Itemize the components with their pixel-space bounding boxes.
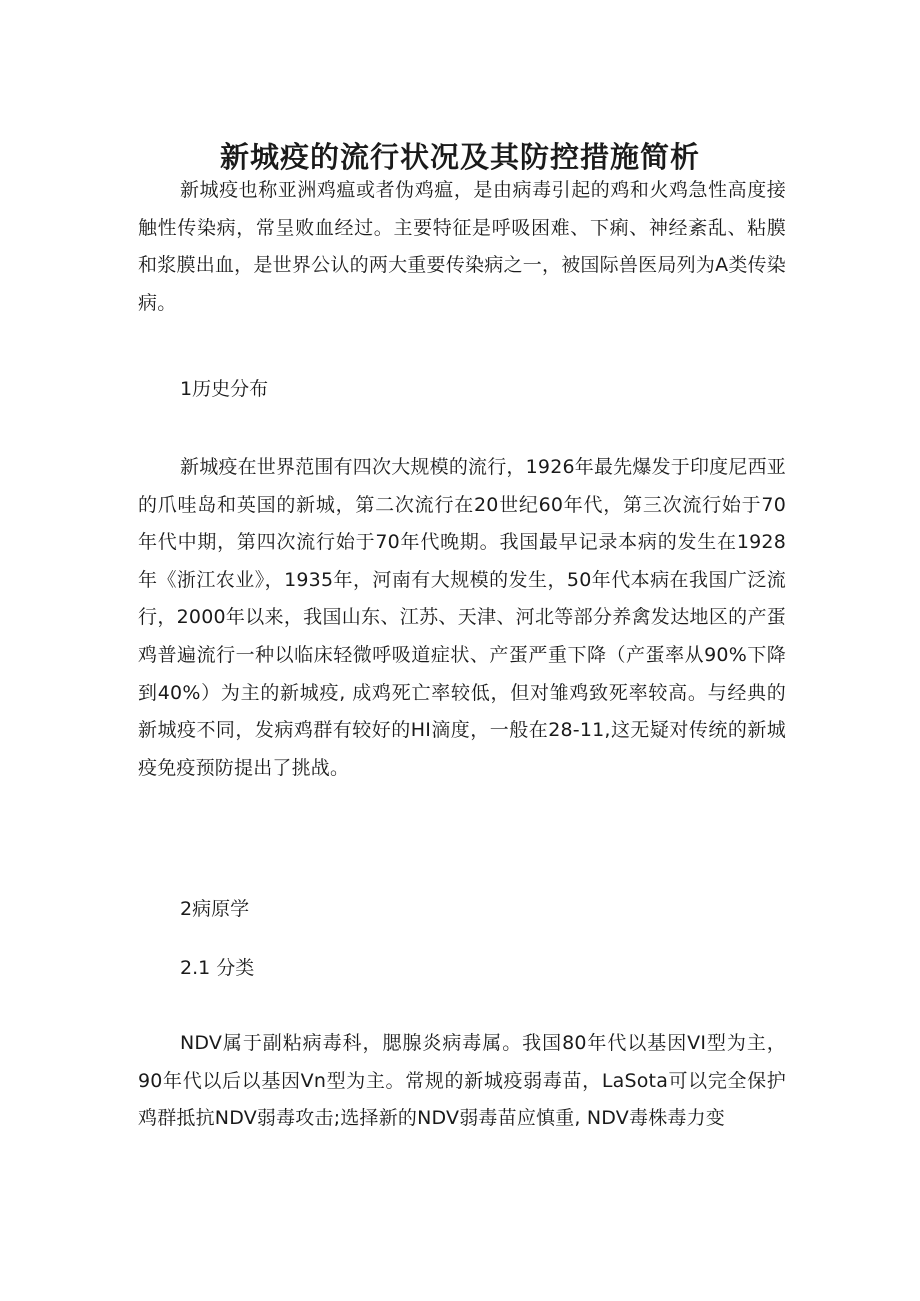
document-title: 新城疫的流行状况及其防控措施简析: [219, 140, 700, 175]
section-heading-etiology: 2病原学: [180, 898, 250, 920]
intro-paragraph: 新城疫也称亚洲鸡瘟或者伪鸡瘟，是由病毒引起的鸡和火鸡急性高度接触性传染病，常呈败血经过。主要特征是呼吸困难、下痢、神经紊乱、粘膜和浆膜出血，是世界公认的两大重要传染病之一，被国际兽医局列为A类传染病。: [138, 179, 786, 314]
section-heading-history: 1历史分布: [180, 378, 269, 400]
classification-paragraph: NDV属于副粘病毒科，腮腺炎病毒属。我国80年代以基因VI型为主，90年代以后以基因Vn型为主。常规的新城疫弱毒苗，LaSota可以完全保护鸡群抵抗NDV弱毒攻击;选择新的NDV弱毒苗应慎重, NDV毒株毒力变: [138, 1032, 786, 1130]
history-paragraph: 新城疫在世界范围有四次大规模的流行，1926年最先爆发于印度尼西亚的爪哇岛和英国的新城，第二次流行在20世纪60年代，第三次流行始于70年代中期，第四次流行始于70年代晚期。我国最早记录本病的发生在1928年《浙江农业》，1935年，河南有大规模的发生，50年代本病在我国广泛流行，2000年以来，我国山东、江苏、天津、河北等部分养禽发达地区的产蛋鸡普遍流行一种以临床轻微呼吸道症状、产蛋严重下降（产蛋率从90%下降到40%）为主的新城疫, 成鸡死亡率较低，但对雏鸡致死率较高。与经典的新城疫不同，发病鸡群有较好的HI滴度，一般在28-11,这无疑对传统的新城疫免疫预防提出了挑战。: [138, 456, 786, 779]
subsection-heading-classification: 2.1 分类: [180, 957, 255, 979]
